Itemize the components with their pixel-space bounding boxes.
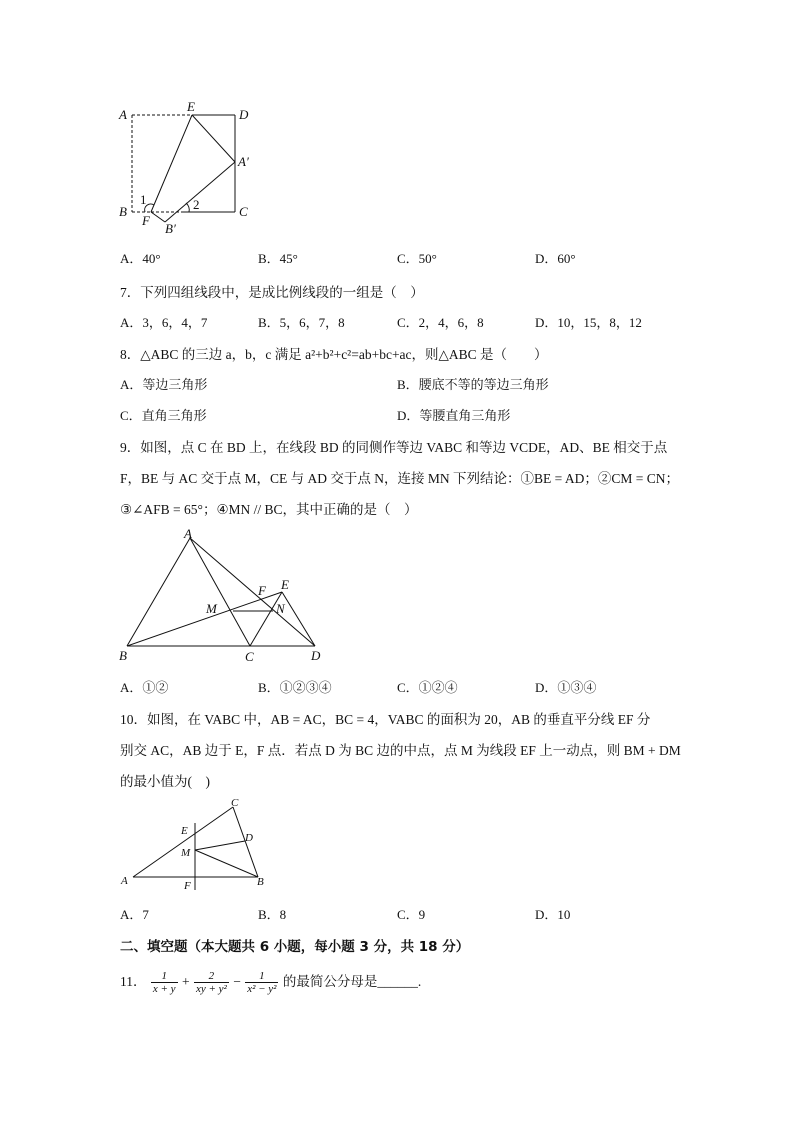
q9-label-c: C xyxy=(245,649,254,664)
q7-option-c: C．2，4，6，8 xyxy=(397,315,484,330)
q6-label-b: B xyxy=(119,204,127,219)
q11-frac1-num: 1 xyxy=(151,970,178,983)
q6-line-ea xyxy=(192,115,235,162)
q9-label-n: N xyxy=(276,601,285,616)
q10-label-e: E xyxy=(181,825,188,837)
q9-stem-line1: 9．如图，点 C 在 BD 上，在线段 BD 的同侧作等边 VABC 和等边 VCDE，AD、BE 相交于点 xyxy=(120,440,668,455)
q9-option-a: A．①② xyxy=(120,680,169,695)
q6-line-fb xyxy=(151,212,165,222)
q10-figure xyxy=(115,795,275,895)
q11-op2: − xyxy=(233,974,241,989)
q10-label-d: D xyxy=(245,832,253,844)
q9-line-ac xyxy=(190,538,250,646)
q10-stem-line2: 别交 AC，AB 边于 E，F 点．若点 D 为 BC 边的中点，点 M 为线段 EF 上一动点，则 BM + DM xyxy=(120,743,681,758)
q11-stem xyxy=(120,962,421,1002)
q6-option-a: A．40° xyxy=(120,251,161,266)
q10-label-c: C xyxy=(231,797,239,809)
q10-option-b: B．8 xyxy=(258,907,287,922)
q8-option-c: C．直角三角形 xyxy=(120,408,207,423)
q10-stem-line1: 10．如图，在 VABC 中，AB = AC，BC = 4，VABC 的面积为 20，AB 的垂直平分线 EF 分 xyxy=(120,712,651,727)
q6-figure xyxy=(115,98,265,240)
q11-frac2-num: 2 xyxy=(194,970,229,983)
q11-fraction-1 xyxy=(151,970,178,995)
q11-fraction-3 xyxy=(245,970,278,995)
q9-line-ed xyxy=(282,592,315,646)
q6-label-2: 2 xyxy=(193,197,200,212)
q7-option-a: A．3，6，4，7 xyxy=(120,315,208,330)
q7-option-d: D．10，15，8，12 xyxy=(535,315,642,330)
q9-label-m: M xyxy=(206,601,217,616)
q9-label-e: E xyxy=(281,577,289,592)
q9-line-be xyxy=(127,592,282,646)
q11-tail: 的最简公分母是______. xyxy=(282,974,422,989)
q6-option-c: C．50° xyxy=(397,251,437,266)
q8-option-a: A．等边三角形 xyxy=(120,377,208,392)
q9-stem-line3: ③∠AFB = 65°；④MN // BC，其中正确的是（ ） xyxy=(120,502,418,517)
q10-label-m: M xyxy=(181,847,191,859)
q8-stem: 8．△ABC 的三边 a，b，c 满足 a²+b²+c²=ab+bc+ac，则△ABC 是（ ） xyxy=(120,347,548,362)
q7-stem: 7．下列四组线段中，是成比例线段的一组是（ ） xyxy=(120,285,424,300)
q6-angle2-arc xyxy=(186,203,189,212)
q9-figure xyxy=(115,526,335,668)
q9-line-ab xyxy=(127,538,190,646)
q6-label-f: F xyxy=(142,213,150,228)
q7-option-b: B．5，6，7，8 xyxy=(258,315,345,330)
q9-label-b: B xyxy=(119,648,127,663)
q10-line-mb xyxy=(195,850,258,877)
q11-number: 11． xyxy=(120,974,147,989)
q6-option-b: B．45° xyxy=(258,251,298,266)
q11-frac1-den: x + y xyxy=(152,983,176,996)
q6-line-ef xyxy=(151,115,192,212)
q6-option-d: D．60° xyxy=(535,251,576,266)
q11-frac2-den: xy + y² xyxy=(195,983,227,996)
q6-label-aprime: A′ xyxy=(238,154,249,169)
q9-label-d: D xyxy=(311,648,321,663)
q10-stem-line3: 的最小值为( ) xyxy=(120,774,210,789)
q9-option-c: C．①②④ xyxy=(397,680,458,695)
q9-line-ad xyxy=(190,538,315,646)
section2-heading: 二、填空题（本大题共 6 小题，每小题 3 分，共 18 分） xyxy=(120,939,470,955)
q10-label-f: F xyxy=(184,880,191,892)
q10-option-d: D．10 xyxy=(535,907,571,922)
q10-line-ac xyxy=(133,807,233,877)
q8-option-b: B．腰底不等的等边三角形 xyxy=(397,377,549,392)
q11-fraction-2 xyxy=(194,970,229,995)
q6-label-bprime: B′ xyxy=(165,221,176,236)
q9-label-a: A xyxy=(184,526,192,541)
q10-label-b: B xyxy=(257,876,264,888)
q9-option-d: D．①③④ xyxy=(535,680,597,695)
q6-line-ab xyxy=(165,162,235,222)
q10-line-md xyxy=(195,841,245,850)
q10-option-a: A．7 xyxy=(120,907,149,922)
q9-option-b: B．①②③④ xyxy=(258,680,332,695)
q9-label-f: F xyxy=(258,583,266,598)
q6-label-a: A xyxy=(119,107,127,122)
q10-option-c: C．9 xyxy=(397,907,426,922)
q11-frac3-num: 1 xyxy=(245,970,278,983)
q9-stem-line2: F，BE 与 AC 交于点 M，CE 与 AD 交于点 N，连接 MN 下列结论：①BE = AD；②CM = CN； xyxy=(120,471,680,486)
q11-frac3-den: x² − y² xyxy=(247,983,277,996)
q6-label-c: C xyxy=(239,204,248,219)
q6-label-e: E xyxy=(187,99,195,114)
q6-label-1: 1 xyxy=(140,192,147,207)
q6-label-d: D xyxy=(239,107,249,122)
q8-option-d: D．等腰直角三角形 xyxy=(397,408,511,423)
q10-label-a: A xyxy=(121,875,128,887)
q11-op1: + xyxy=(181,974,190,989)
